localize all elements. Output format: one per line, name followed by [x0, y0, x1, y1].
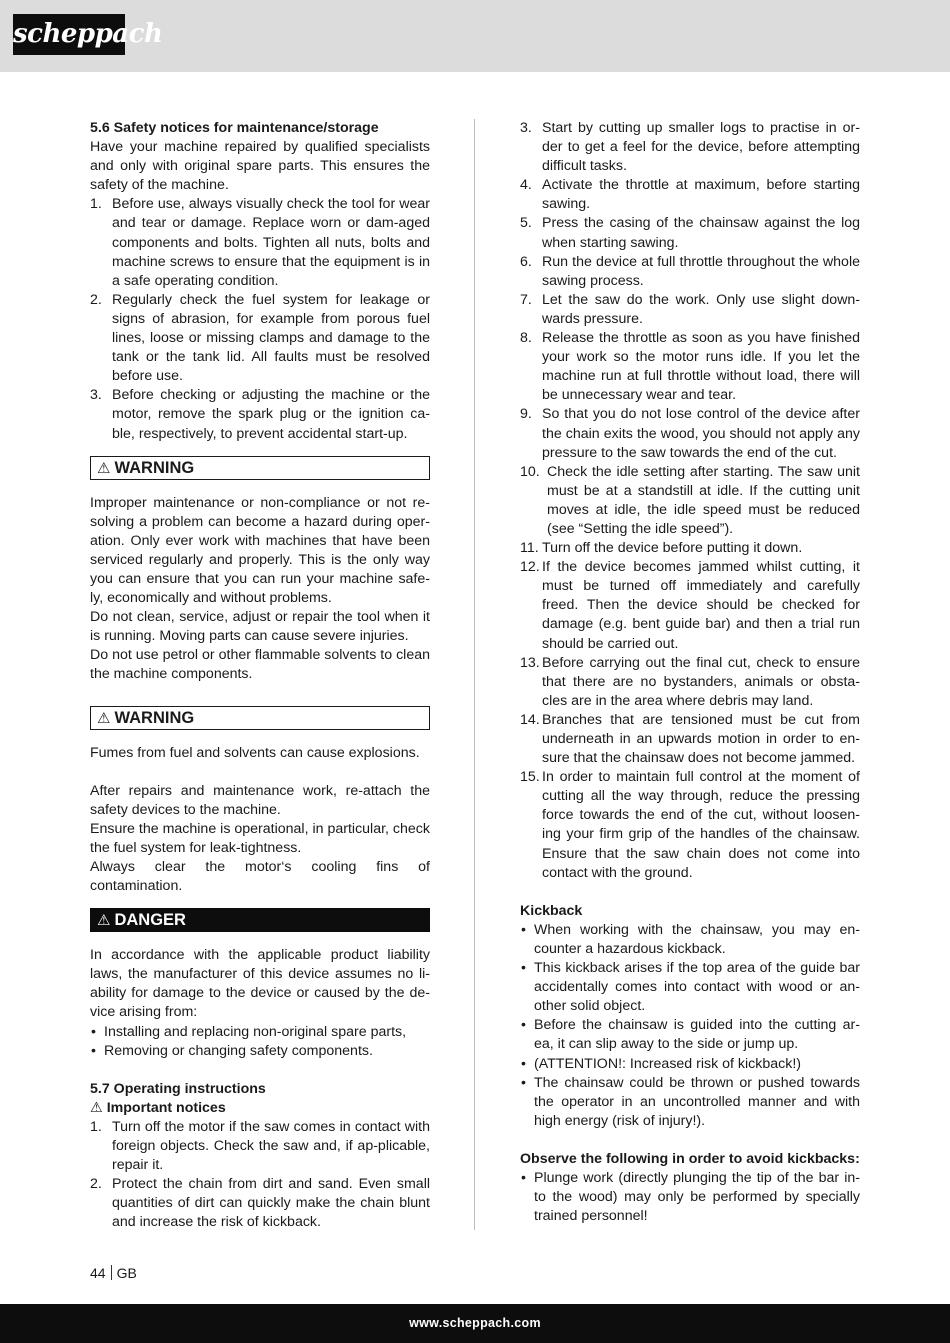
- list-item: • (ATTENTION!: Increased risk of kickback!): [521, 1055, 801, 1072]
- warning-paragraph: Do not use petrol or other flammable solvents to clean the machine components.: [90, 647, 430, 683]
- section-5-6-list: [90, 195, 430, 443]
- list-item: 10. Check the idle setting after starting. The saw unit must be at a standstill at idle. If the cutting unit moves at idle, the idle speed must be reduced (see “Setting the idle speed”).: [520, 463, 860, 537]
- list-item: 15. In order to maintain full control at the moment of cutting all the way through, reduce the pressing force towards the end of the cut, without loosen-ing your firm grip of the handles of the chainsaw. Ensure that the saw chain does not come into contact with the ground.: [520, 769, 860, 881]
- maintenance-paragraph: Always clear the motor‘s cooling fins of contamination.: [90, 859, 430, 895]
- list-item: • Plunge work (directly plunging the tip of the bar in-to the wood) may only be performed by specially trained personnel!: [521, 1169, 860, 1225]
- observe-list: [520, 1169, 860, 1226]
- danger-list: [90, 1023, 430, 1061]
- page-header: [0, 0, 950, 72]
- spacer: [90, 1061, 430, 1080]
- danger-box: ⚠ DANGER: [90, 908, 430, 932]
- section-5-6-intro: Have your machine repaired by qualified specialists and only with original spare parts. This ensures the safety of the machine.: [90, 139, 430, 194]
- kickback-heading: Kickback: [520, 902, 583, 919]
- list-item: 7. Let the saw do the work. Only use slight down-wards pressure.: [520, 291, 860, 327]
- spacer: [90, 763, 430, 782]
- scheppach-logo: scheppach: [13, 14, 125, 55]
- right-column: [520, 119, 860, 1226]
- list-item: 13. Before carrying out the final cut, check to ensure that there are no bystanders, animals or obsta-cles are in the area where debris may land.: [520, 654, 860, 709]
- page-number-separator: [111, 1265, 112, 1280]
- list-item: 4. Activate the throttle at maximum, before starting sawing.: [520, 177, 860, 213]
- warning-triangle-icon: ⚠: [90, 1099, 103, 1116]
- list-item: 3. Before checking or adjusting the machine or the motor, remove the spark plug or the ignition ca-ble, respectively, to prevent accidental start-up.: [90, 387, 430, 442]
- list-item: 9. So that you do not lose control of the device after the chain exits the wood, you should not apply any pressure to the saw towards the end of the cut.: [520, 406, 860, 461]
- list-item: • Installing and replacing non-original spare parts,: [91, 1023, 407, 1040]
- section-5-7-title: 5.7 Operating instructions: [90, 1080, 266, 1097]
- operating-list: [520, 119, 860, 883]
- warning-triangle-icon: ⚠: [97, 709, 111, 727]
- warning-box: ⚠ WARNING: [90, 456, 430, 480]
- list-item: 11. Turn off the device before putting it down.: [520, 540, 803, 557]
- maintenance-paragraph: Ensure the machine is operational, in particular, check the fuel system for leak-tightness.: [90, 820, 430, 856]
- warning-triangle-icon: ⚠: [97, 459, 111, 477]
- danger-triangle-icon: ⚠: [97, 912, 111, 930]
- section-5-7-list: [90, 1118, 430, 1233]
- list-item: 2. Regularly check the fuel system for leakage or signs of abrasion, for example from porous fuel lines, loose or missing clamps and damage to the tank or the tank lid. All faults must be resolved before use.: [90, 291, 430, 385]
- page-number: 44 GB: [90, 1265, 137, 1281]
- list-item: 5. Press the casing of the chainsaw against the log when starting sawing.: [520, 215, 860, 251]
- column-divider: [474, 119, 475, 1230]
- warning-paragraph: Do not clean, service, adjust or repair the tool when it is running. Moving parts can cause severe injuries.: [90, 609, 430, 645]
- list-item: 2. Protect the chain from dirt and sand. Even small quantities of dirt can quickly make the chain blunt and increase the risk of kickback.: [90, 1176, 430, 1231]
- observe-heading: Observe the following in order to avoid kickbacks:: [520, 1150, 860, 1167]
- list-item: • The chainsaw could be thrown or pushed towards the operator in an uncontrolled manner and with high energy (risk of injury!).: [521, 1074, 860, 1129]
- kickback-list: [520, 921, 860, 1131]
- maintenance-paragraph: After repairs and maintenance work, re-attach the safety devices to the machine.: [90, 782, 430, 818]
- page-footer: [0, 1304, 950, 1343]
- spacer: [520, 1131, 860, 1150]
- important-notices-heading: ⚠ Important notices: [90, 1099, 226, 1116]
- list-item: 3. Start by cutting up smaller logs to practise in or-der to get a feel for the device, before attempting difficult tasks.: [520, 120, 860, 175]
- list-item: 1. Turn off the motor if the saw comes in contact with foreign objects. Check the saw and, if ap-plicable, repair it.: [90, 1118, 430, 1174]
- website-link[interactable]: www.scheppach.com: [409, 1316, 541, 1330]
- danger-paragraph: In accordance with the applicable product liability laws, the manufacturer of this device assumes no li-ability for damage to the device or caused by the de-vice arising from:: [90, 947, 430, 1021]
- list-item: 14. Branches that are tensioned must be cut from underneath in an upwards motion in order to en-sure that the chainsaw does not become jammed.: [520, 711, 860, 767]
- list-item: 6. Run the device at full throttle throughout the whole sawing process.: [520, 253, 860, 289]
- spacer: [520, 883, 860, 902]
- section-5-6-title: 5.6 Safety notices for maintenance/storage: [90, 120, 379, 136]
- left-column: [90, 119, 430, 1233]
- list-item: • Removing or changing safety components.: [91, 1042, 373, 1059]
- warning-box: ⚠ WARNING: [90, 706, 430, 730]
- list-item: 8. Release the throttle as soon as you have finished your work so the motor runs idle. If you let the machine run at full throttle without load, there will be unnecessary wear and tear.: [520, 330, 860, 404]
- list-item: 12. If the device becomes jammed whilst cutting, it must be turned off immediately and carefully freed. Then the device should be checked for damage (e.g. bent guide bar) and then a trial run should be carried out.: [520, 559, 860, 652]
- warning-paragraph: Improper maintenance or non-compliance or not re-solving a problem can become a hazard during oper-ation. Only ever work with machines that have been serviced regularly and properly. This is the only way you can ensure that you can run your machine safe-ly, economically and without problems.: [90, 494, 430, 607]
- warning-paragraph: Fumes from fuel and solvents can cause explosions.: [90, 744, 420, 761]
- list-item: • When working with the chainsaw, you may en-counter a hazardous kickback.: [521, 921, 860, 957]
- list-item: • This kickback arises if the top area of the guide bar accidentally comes into contact with wood or an-other solid object.: [521, 960, 860, 1015]
- list-item: • Before the chainsaw is guided into the cutting ar-ea, it can slip away to the side or jump up.: [521, 1017, 860, 1053]
- list-item: 1. Before use, always visually check the tool for wear and tear or damage. Replace worn or dam-aged components and bolts. Tighten all nuts, bolts and machine screws to ensure that the equipment is in a safe operating condition.: [90, 196, 430, 289]
